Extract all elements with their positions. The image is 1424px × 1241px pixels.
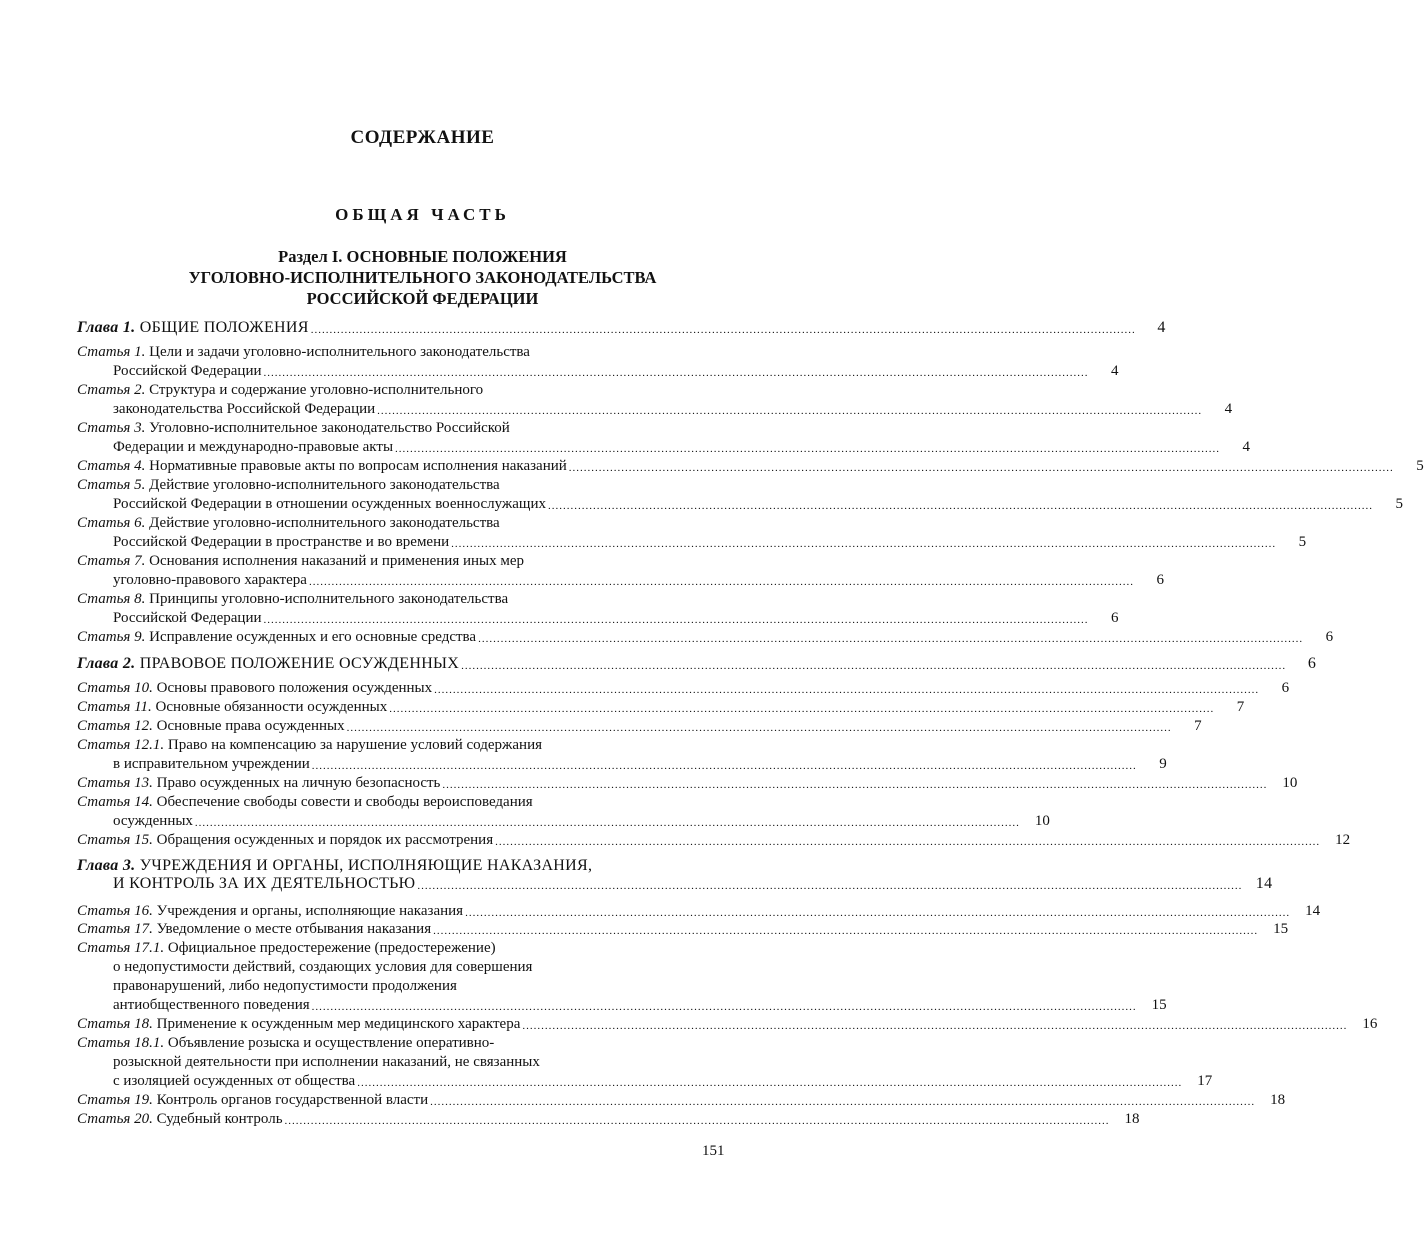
toc-line [77,698,1245,717]
toc-line [77,609,1119,628]
toc-line-text [113,609,262,628]
dot-leader: ............................................................................................................................................................................................................................ [346,722,1172,734]
dot-leader: ............................................................................................................................................................................................................................ [548,500,1373,512]
toc-line-text [113,1054,540,1070]
toc-line-text [77,420,510,436]
toc-title-text: Официальное предостережение (предостережение) [167,940,496,956]
toc-line [77,875,1273,894]
toc-title-text: Уголовно-исполнительное законодательство Российской [149,420,510,436]
toc-article [77,902,1321,921]
article-number: Статья 10. [77,680,153,696]
dot-leader: ............................................................................................................................................................................................................................ [522,1020,1348,1032]
toc-line [77,939,725,958]
toc-page-number: 4 [1242,439,1251,455]
toc-line-text [113,996,310,1015]
toc-page-number: 4 [1157,319,1166,336]
toc-line-text [77,737,542,753]
page-number: 151 [702,1143,725,1159]
toc-line-text [77,698,387,717]
toc-title-text: Обеспечение свободы совести и свободы вероисповедания [156,794,533,810]
article-number: Статья 9. [77,629,146,645]
toc-line-text [113,874,415,894]
toc-line [77,679,1290,698]
dot-leader: ............................................................................................................................................................................................................................ [395,443,1221,455]
dot-leader: ............................................................................................................................................................................................................................ [495,836,1321,848]
article-number: Статья 15. [77,832,153,848]
toc-line [77,856,725,875]
article-number: Статья 7. [77,553,146,569]
toc-article [77,920,1289,939]
toc-line-text [77,382,483,398]
toc-article [77,419,1251,457]
toc-page-number: 14 [1255,875,1273,892]
dot-leader: ............................................................................................................................................................................................................................ [284,1115,1110,1127]
toc-line-text [113,362,262,381]
toc-line-text [113,959,532,975]
toc-article [77,457,1424,476]
toc-page-number: 5 [1395,496,1403,512]
section-heading-line: РОССИЙСКОЙ ФЕДЕРАЦИИ [306,289,539,308]
toc-title-text: Право осужденных на личную безопасность [156,775,441,791]
toc-article [77,381,1233,419]
toc-title-text: уголовно-правового характера [113,572,307,588]
toc-title-text: ПРАВОВОЕ ПОЛОЖЕНИЕ ОСУЖДЕННЫХ [139,655,460,672]
toc-line [77,628,1334,647]
toc-page-number: 5 [1416,458,1424,474]
toc-line-text [77,940,496,956]
toc-line [77,736,725,755]
toc-title-text: Структура и содержание уголовно-исполнительного [149,382,484,398]
toc-line [77,495,1403,514]
toc-line [77,362,1119,381]
toc-line-text [113,1072,355,1091]
toc-title-text: с изоляцией осужденных от общества [113,1073,356,1089]
toc-line [77,552,725,571]
toc-article [77,939,1167,1015]
toc-line-text [77,774,440,793]
toc-article [77,774,1298,793]
toc-article [77,793,1050,831]
toc-line-text [77,1035,494,1051]
toc-chapter [77,856,1273,894]
article-number: Статья 6. [77,515,146,531]
toc-page-number: 5 [1298,534,1307,550]
toc-line [77,1034,725,1053]
toc-article [77,628,1334,647]
toc-page-number: 10 [1034,813,1050,829]
dot-leader: ............................................................................................................................................................................................................................ [308,576,1134,588]
toc-page-number: 4 [1111,363,1119,379]
toc-line [77,920,1289,939]
article-number: Статья 3. [77,420,146,436]
article-number: Статья 12.1. [77,737,165,753]
toc-line-text [77,679,432,698]
toc-page-number: 6 [1156,572,1164,588]
toc-title-text: И КОНТРОЛЬ ЗА ИХ ДЕЯТЕЛЬНОСТЬЮ [113,875,416,892]
article-number: Статья 19. [77,1092,153,1108]
toc-page-number: 17 [1197,1073,1213,1089]
toc-article [77,590,1119,628]
toc-line-text [113,495,546,514]
toc-page-number: 6 [1111,610,1119,626]
toc-title-text: Российской Федерации в пространстве и во времени [113,534,450,550]
dot-leader: ............................................................................................................................................................................................................................ [433,925,1259,937]
toc-title-text: о недопустимости действий, создающих условия для совершения [113,959,533,975]
toc-line [77,319,1166,338]
dot-leader: ............................................................................................................................................................................................................................ [461,660,1287,672]
dot-leader: ............................................................................................................................................................................................................................ [311,760,1137,772]
article-number: Статья 13. [77,775,153,791]
section-heading-line: УГОЛОВНО-ИСПОЛНИТЕЛЬНОГО ЗАКОНОДАТЕЛЬСТВА [188,268,657,287]
toc-chapter [77,655,1317,674]
toc-article [77,698,1245,717]
toc-line [77,400,1233,419]
toc-title-text: антиобщественного поведения [113,997,310,1013]
article-number: Статья 8. [77,591,146,607]
toc-line-text [77,857,592,874]
section-heading [0,246,845,309]
dot-leader: ............................................................................................................................................................................................................................ [377,405,1203,417]
toc-line-text [77,920,431,939]
toc-chapter [77,319,1166,338]
chapter-number: Глава 2. [77,655,136,672]
article-number: Статья 20. [77,1111,153,1127]
toc-title-text: Объявление розыска и осуществление оперативно- [167,1035,495,1051]
toc-title-text: Цели и задачи уголовно-исполнительного законодательства [149,344,530,360]
toc-line-text [77,344,530,360]
toc-line [77,902,1321,921]
toc-line-text [113,400,375,419]
article-number: Статья 14. [77,794,153,810]
toc-article [77,1034,1213,1091]
chapter-number: Глава 1. [77,319,136,336]
dot-leader: ............................................................................................................................................................................................................................ [310,324,1136,336]
toc-title-text: правонарушений, либо недопустимости продолжения [113,978,457,994]
toc-title-text: Право на компенсацию за нарушение условий содержания [167,737,542,753]
toc-title-text: Судебный контроль [156,1111,283,1127]
toc-line-text [77,717,345,736]
toc-line-text [77,1091,428,1110]
dot-leader: ............................................................................................................................................................................................................................ [194,817,1020,829]
article-number: Статья 11. [77,699,152,715]
toc-line [77,831,1351,850]
dot-leader: ............................................................................................................................................................................................................................ [357,1077,1183,1089]
toc-line-text [77,1015,520,1034]
toc-page-number: 18 [1270,1092,1286,1108]
dot-leader: ............................................................................................................................................................................................................................ [430,1096,1256,1108]
toc-line-text [77,628,476,647]
toc-title-text: УЧРЕЖДЕНИЯ И ОРГАНЫ, ИСПОЛНЯЮЩИЕ НАКАЗАНИЯ, [139,857,593,874]
toc-line [77,755,1167,774]
toc-line-text [77,794,533,810]
dot-leader: ............................................................................................................................................................................................................................ [389,703,1215,715]
toc-line [77,977,725,996]
dot-leader: ............................................................................................................................................................................................................................ [311,1001,1137,1013]
toc-line [77,514,725,533]
toc-line-text [113,755,310,774]
toc-article [77,717,1202,736]
dot-leader: ............................................................................................................................................................................................................................ [263,614,1089,626]
toc-line-text [77,591,508,607]
toc-line [77,343,725,362]
toc-line-text [113,812,193,831]
toc-line-text [77,318,309,338]
toc-title-text: Основные права осужденных [156,718,345,734]
article-number: Статья 18. [77,1016,153,1032]
toc-line-text [113,978,457,994]
contents-heading: СОДЕРЖАНИЕ [350,127,495,148]
toc-page-number: 18 [1124,1111,1140,1127]
toc-line [77,590,725,609]
toc-page-number: 7 [1194,718,1202,734]
toc-page-number: 6 [1307,655,1317,672]
part-heading: ОБЩАЯ ЧАСТЬ [335,205,510,224]
dot-leader: ............................................................................................................................................................................................................................ [465,907,1291,919]
toc-line-text [77,553,524,569]
toc-page-number: 14 [1305,903,1321,919]
article-number: Статья 1. [77,344,146,360]
toc-page-number: 6 [1281,680,1290,696]
toc-line-text [77,902,463,921]
toc-line [77,774,1298,793]
toc-title-text: Действие уголовно-исполнительного законодательства [149,515,500,531]
article-number: Статья 18.1. [77,1035,165,1051]
article-number: Статья 4. [77,458,146,474]
toc-article [77,1015,1378,1034]
toc-title-text: Контроль органов государственной власти [156,1092,429,1108]
toc-line [77,571,1164,590]
toc-line [77,812,1050,831]
toc-line-text [113,533,449,552]
toc-title-text: Федерации и международно-правовые акты [113,439,394,455]
toc-page-number: 9 [1159,756,1167,772]
dot-leader: ............................................................................................................................................................................................................................ [568,462,1394,474]
article-number: Статья 17.1. [77,940,165,956]
toc-title-text: Действие уголовно-исполнительного законодательства [149,477,500,493]
toc-page-number: 16 [1362,1016,1378,1032]
toc-title-text: Российской Федерации в отношении осужденных военнослужащих [113,496,546,512]
toc-title-text: в исправительном учреждении [113,756,310,772]
toc-article [77,1091,1286,1110]
toc-title-text: Исправление осужденных и его основные средства [149,629,477,645]
article-number: Статья 12. [77,718,153,734]
toc-title-text: Основания исполнения наказаний и применения иных мер [149,553,525,569]
dot-leader: ............................................................................................................................................................................................................................ [417,880,1243,892]
dot-leader: ............................................................................................................................................................................................................................ [263,367,1089,379]
toc-article [77,1110,1140,1129]
toc-article [77,831,1351,850]
toc-title-text: Применение к осужденным мер медицинского характера [156,1016,521,1032]
toc-page-number: 12 [1335,832,1351,848]
article-number: Статья 5. [77,477,146,493]
article-number: Статья 2. [77,382,146,398]
toc-page-number: 6 [1325,629,1334,645]
toc-page-number: 15 [1273,921,1289,937]
toc-line [77,1053,725,1072]
toc-line-text [113,438,393,457]
toc-line [77,381,725,400]
toc-line-text [77,515,500,531]
toc-line [77,1015,1378,1034]
toc-title-text: Основные обязанности осужденных [155,699,388,715]
toc-page-number: 4 [1224,401,1233,417]
section-heading-line: Раздел I. ОСНОВНЫЕ ПОЛОЖЕНИЯ [278,247,567,266]
toc-title-text: Российской Федерации [113,363,262,379]
toc-line-text [77,654,459,674]
toc-page-number: 7 [1236,699,1245,715]
toc-article [77,476,1403,514]
toc-title-text: розыскной деятельности при исполнении наказаний, не связанных [113,1054,540,1070]
toc-line [77,1091,1286,1110]
toc-line-text [113,571,307,590]
toc-title-text: законодательства Российской Федерации [113,401,376,417]
toc-title-text: ОБЩИЕ ПОЛОЖЕНИЯ [139,319,309,336]
toc-line [77,457,1424,476]
toc-line [77,1110,1140,1129]
dot-leader: ............................................................................................................................................................................................................................ [478,633,1304,645]
toc-line [77,438,1251,457]
toc-article [77,343,1119,381]
toc-line-text [77,1110,283,1129]
toc-title-text: Основы правового положения осужденных [156,680,433,696]
toc-line [77,419,725,438]
toc-line [77,996,1167,1015]
toc-article [77,552,1164,590]
chapter-number: Глава 3. [77,857,136,874]
dot-leader: ............................................................................................................................................................................................................................ [451,538,1277,550]
toc-title-text: Нормативные правовые акты по вопросам исполнения наказаний [149,458,567,474]
toc-title-text: осужденных [113,813,193,829]
toc-title-text: Принципы уголовно-исполнительного законодательства [149,591,509,607]
toc-title-text: Российской Федерации [113,610,262,626]
toc-line-text [77,831,493,850]
toc-page-number: 10 [1282,775,1298,791]
toc-title-text: Уведомление о месте отбывания наказания [156,921,432,937]
toc-title-text: Обращения осужденных и порядок их рассмотрения [156,832,494,848]
toc-article [77,514,1307,552]
article-number: Статья 17. [77,921,153,937]
toc-line [77,476,725,495]
toc-line [77,533,1307,552]
toc-line-text [77,477,500,493]
toc-line [77,655,1317,674]
toc-line [77,793,725,812]
toc-title-text: Учреждения и органы, исполняющие наказания [156,903,464,919]
dot-leader: ............................................................................................................................................................................................................................ [434,684,1260,696]
toc-article [77,679,1290,698]
dot-leader: ............................................................................................................................................................................................................................ [442,779,1268,791]
toc-line [77,717,1202,736]
article-number: Статья 16. [77,903,153,919]
toc-line [77,958,725,977]
toc-page-number: 15 [1151,997,1167,1013]
toc-line-text [77,457,567,476]
toc-line [77,1072,1213,1091]
toc-article [77,736,1167,774]
